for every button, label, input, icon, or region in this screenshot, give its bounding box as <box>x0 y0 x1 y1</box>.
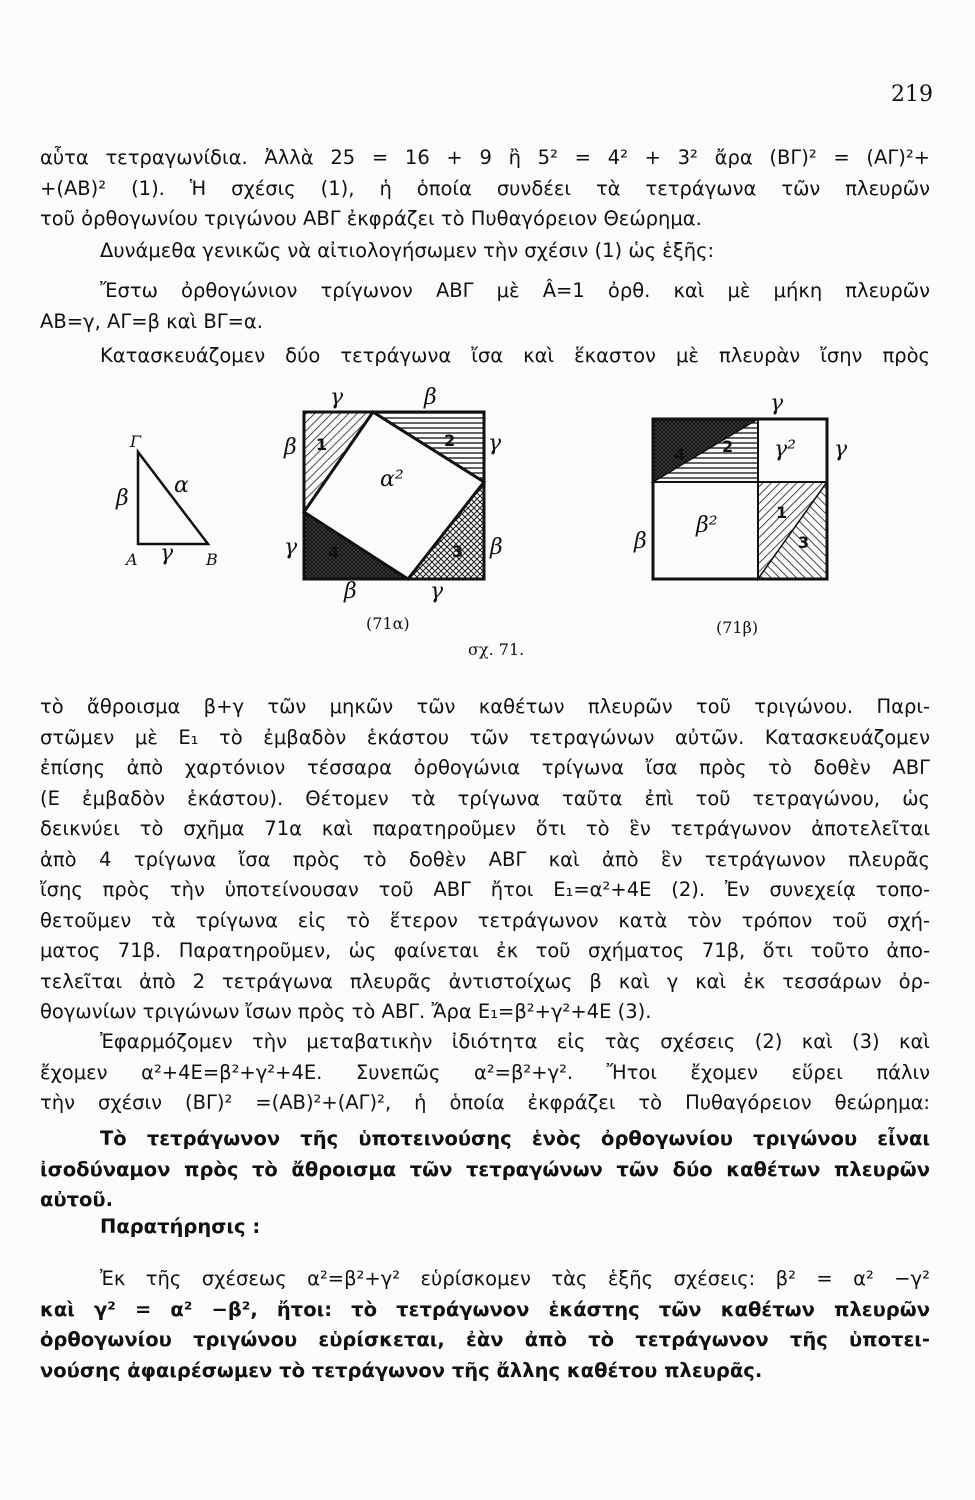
text-line: δεικνύει τὸ σχῆμα 71α καὶ παρατηροῦμεν ὅτι τὸ ἓν τετράγωνον ἀποτελεῖται <box>40 817 930 840</box>
vertex-a-label: Α <box>126 550 138 569</box>
caption-figure: σχ. 71. <box>468 640 525 659</box>
text-line: ΑΒ=γ, ΑΓ=β καὶ ΒΓ=α. <box>40 309 263 333</box>
remark-paragraph <box>40 1264 930 1386</box>
caption-71b: (71β) <box>716 618 759 637</box>
figure-71-drawing <box>108 382 938 672</box>
side-beta-label: β <box>116 486 129 511</box>
piece-number: 1 <box>316 435 328 454</box>
piece-number: 1 <box>776 503 788 522</box>
vertex-gamma-label: Γ <box>130 432 142 451</box>
text-line: Δυνάμεθα γενικῶς νὰ αἰτιολογήσωμεν τὴν σχέσιν (1) ὡς ἑξῆς: <box>100 239 715 262</box>
text-line: (Ε ἐμβαδὸν ἑκάστου). Θέτομεν τὰ τρίγωνα ταῦτα ἐπὶ τοῦ τετραγώνου, ὡς <box>40 786 930 810</box>
square-71a <box>283 385 503 604</box>
text-line: Παρατήρησις : <box>100 1215 261 1238</box>
caption-71a: (71α) <box>366 614 410 633</box>
beta-squared-label: β² <box>696 513 718 538</box>
text-line: Τὸ τετράγωνον τῆς ὑποτεινούσης ἑνὸς ὀρθογωνίου τριγώνου εἶναι <box>100 1127 930 1150</box>
triangle-shape <box>138 452 208 544</box>
text-line: Ἐφαρμόζομεν τὴν μεταβατικὴν ἰδιότητα εἰς τὰς σχέσεις (2) καὶ (3) καὶ <box>100 1030 930 1053</box>
paragraph-triangle-definition <box>40 276 930 337</box>
text-line: τὸ ἄθροισμα β+γ τῶν μηκῶν τῶν καθέτων πλευρῶν τοῦ τριγώνου. Παρι- <box>40 695 930 718</box>
text-line: Ἐκ τῆς σχέσεως α²=β²+γ² εὑρίσκομεν τὰς ἑξῆς σχέσεις: β² = α² −γ² <box>100 1267 930 1290</box>
paragraph-conclusion <box>40 1027 930 1119</box>
text-line: ματος 71β. Παρατηροῦμεν, ὡς φαίνεται ἐκ τοῦ σχήματος 71β, ὅτι τοῦτο ἀπο- <box>40 939 930 962</box>
side-label: β <box>424 385 437 410</box>
text-line: αὗτα τετραγωνίδια. Ἀλλὰ 25 = 16 + 9 ἢ 5² = 4² + 3² ἄρα (ΒΓ)² = (ΑΓ)²+ <box>40 146 930 169</box>
piece-number: 2 <box>722 437 734 456</box>
side-label: γ <box>770 391 784 416</box>
paragraph-proof <box>40 692 930 1028</box>
paragraph-reasoning <box>40 236 930 267</box>
page-number: 219 <box>891 82 933 107</box>
side-label: β <box>344 579 357 604</box>
remark-heading <box>40 1212 930 1243</box>
text-line: Ἔστω ὀρθογώνιον τρίγωνον ΑΒΓ μὲ Â=1 ὀρθ. καὶ μὲ μήκη πλευρῶν <box>100 279 930 302</box>
side-alpha-label: α <box>174 473 189 498</box>
text-line: στῶμεν μὲ Ε₁ τὸ ἐμβαδὸν ἑκάστου τῶν τετραγώνων αὐτῶν. Κατασκευάζομεν <box>40 725 930 749</box>
alpha-squared-label: α² <box>380 467 404 492</box>
text-line: θογωνίων τριγώνων ἴσων πρὸς τὸ ΑΒΓ. Ἄρα Ε₁=β²+γ²+4Ε (3). <box>40 1000 652 1023</box>
side-label: β <box>284 435 297 460</box>
text-line: τὴν σχέσιν (ΒΓ)² =(ΑΒ)²+(ΑΓ)², ἡ ὁποία ἐκφράζει τὸ Πυθαγόρειον θεώρημα: <box>40 1091 930 1114</box>
text-line: ἐπίσης ἀπὸ χαρτόνιον τέσσαρα ὀρθογώνια τρίγωνα ἴσα πρὸς τὸ δοθὲν ΑΒΓ <box>40 756 930 779</box>
text-line: ἀπὸ 4 τρίγωνα ἴσα πρὸς τὸ δοθὲν ΑΒΓ καὶ ἀπὸ ἓν τετράγωνον πλευρᾶς <box>40 847 930 871</box>
side-label: γ <box>834 437 848 462</box>
side-label: β <box>490 535 503 560</box>
text-line: ὀρθογωνίου τριγώνου εὑρίσκεται, ἐὰν ἀπὸ τὸ τετράγωνον τῆς ὑποτει- <box>40 1328 930 1351</box>
side-label: γ <box>330 385 344 410</box>
piece-number: 3 <box>798 533 810 552</box>
side-label: γ <box>488 431 502 456</box>
text-line: ἴσης πρὸς τὴν ὑποτείνουσαν τοῦ ΑΒΓ ἤτοι Ε₁=α²+4Ε (2). Ἐν συνεχείᾳ τοπο- <box>40 878 930 901</box>
text-line: ἰσοδύναμον πρὸς τὸ ἄθροισμα τῶν τετραγώνων τῶν δύο καθέτων πλευρῶν <box>40 1157 930 1181</box>
text-line: Κατασκευάζομεν δύο τετράγωνα ἴσα καὶ ἕκαστον μὲ πλευρὰν ἴσην πρὸς <box>100 344 930 367</box>
text-line: θετοῦμεν τὰ τρίγωνα εἰς τὸ ἕτερον τετράγωνον κατὰ τὸν τρόπον τοῦ σχή- <box>40 908 930 932</box>
paragraph-intro <box>40 143 930 235</box>
triangle-abg <box>115 432 218 569</box>
side-label: γ <box>284 535 298 560</box>
theorem-statement <box>40 1124 930 1216</box>
piece-number: 3 <box>452 542 464 561</box>
piece-number: 2 <box>444 431 456 450</box>
text-line: τοῦ ὀρθογωνίου τριγώνου ΑΒΓ ἐκφράζει τὸ Πυθαγόρειον Θεώρημα. <box>40 207 702 230</box>
side-label: γ <box>430 579 444 604</box>
side-label: β <box>634 529 647 554</box>
text-line: καὶ γ² = α² −β², ἤτοι: τὸ τετράγωνον ἑκάστης τῶν καθέτων πλευρῶν <box>40 1297 930 1321</box>
text-line: ἔχομεν α²+4Ε=β²+γ²+4Ε. Συνεπῶς α²=β²+γ². Ἤτοι ἔχομεν εὕρει πάλιν <box>40 1060 930 1084</box>
gamma-squared-label: γ² <box>774 437 796 462</box>
text-line: τελεῖται ἀπὸ 2 τετράγωνα πλευρᾶς ἀντιστοίχως β καὶ γ καὶ ἐκ τεσσάρων ὀρ- <box>40 969 930 993</box>
text-line: +(ΑΒ)² (1). Ἡ σχέσις (1), ἡ ὁποία συνδέει τὰ τετράγωνα τῶν πλευρῶν <box>40 176 930 200</box>
square-71b <box>633 391 848 579</box>
piece-number: 4 <box>674 445 686 464</box>
text-line: αὐτοῦ. <box>40 1188 113 1211</box>
piece-number: 4 <box>328 543 340 562</box>
vertex-b-label: Β <box>206 550 218 569</box>
text-line: νούσης ἀφαιρέσωμεν τὸ τετράγωνον τῆς ἄλλης καθέτου πλευρᾶς. <box>40 1358 763 1382</box>
figure-71 <box>108 382 938 672</box>
side-gamma-label: γ <box>160 541 174 566</box>
paragraph-construction <box>40 341 930 372</box>
